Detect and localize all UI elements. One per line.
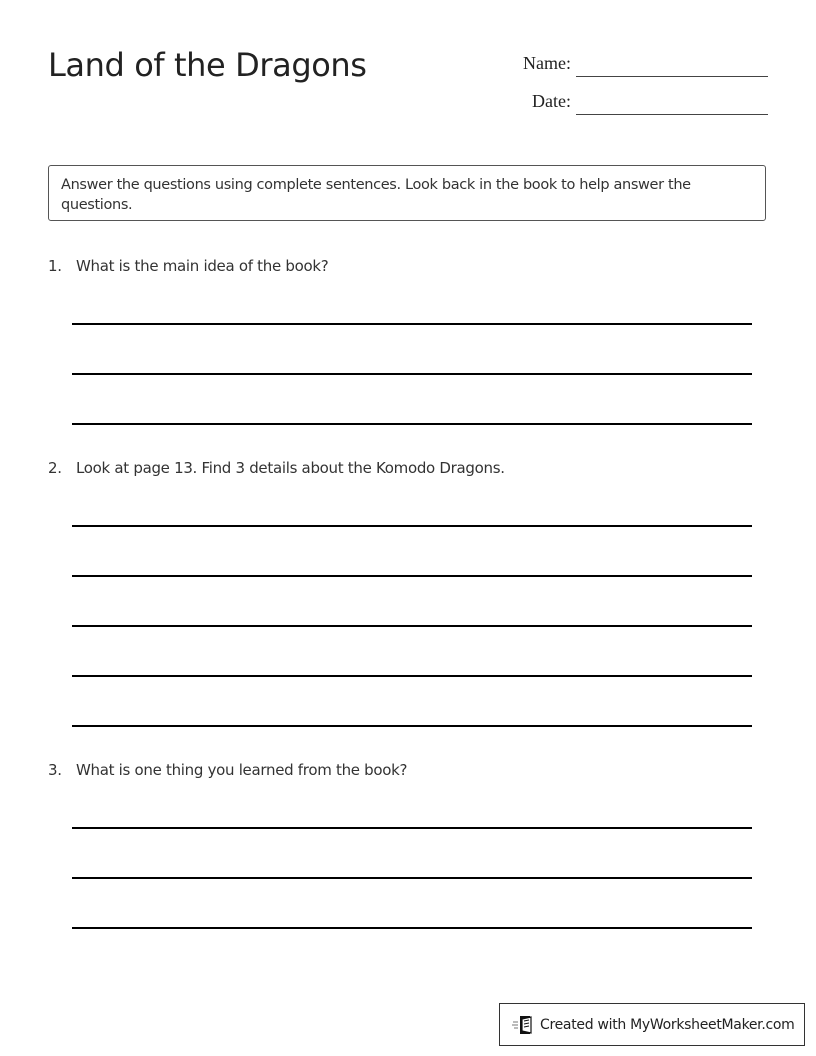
- answer-line[interactable]: [72, 725, 752, 727]
- answer-line[interactable]: [72, 827, 752, 829]
- answer-line[interactable]: [72, 525, 752, 527]
- answer-line[interactable]: [72, 927, 752, 929]
- answer-line[interactable]: [72, 675, 752, 677]
- answer-line[interactable]: [72, 575, 752, 577]
- name-field-label-wrap: [500, 53, 571, 75]
- question-number: 1.: [48, 257, 62, 275]
- name-label: Name:: [523, 53, 571, 73]
- question-text: What is the main idea of the book?: [76, 257, 329, 275]
- worksheet-title: Land of the Dragons: [48, 46, 367, 84]
- date-input-line[interactable]: [576, 114, 768, 115]
- question-number: 2.: [48, 459, 62, 477]
- question-text: What is one thing you learned from the book?: [76, 761, 408, 779]
- question-text: Look at page 13. Find 3 details about the Komodo Dragons.: [76, 459, 505, 477]
- answer-line[interactable]: [72, 373, 752, 375]
- answer-line[interactable]: [72, 323, 752, 325]
- worksheet-logo-icon: [512, 1014, 534, 1036]
- answer-line[interactable]: [72, 877, 752, 879]
- date-field-label-wrap: [500, 91, 571, 113]
- name-input-line[interactable]: [576, 76, 768, 77]
- answer-line[interactable]: [72, 423, 752, 425]
- footer-text: Created with MyWorksheetMaker.com: [540, 1016, 795, 1033]
- answer-line[interactable]: [72, 625, 752, 627]
- question-number: 3.: [48, 761, 62, 779]
- date-label: Date:: [532, 91, 571, 111]
- instructions-box: Answer the questions using complete sentences. Look back in the book to help answer the questions.: [48, 165, 766, 221]
- footer-badge[interactable]: [499, 1003, 805, 1046]
